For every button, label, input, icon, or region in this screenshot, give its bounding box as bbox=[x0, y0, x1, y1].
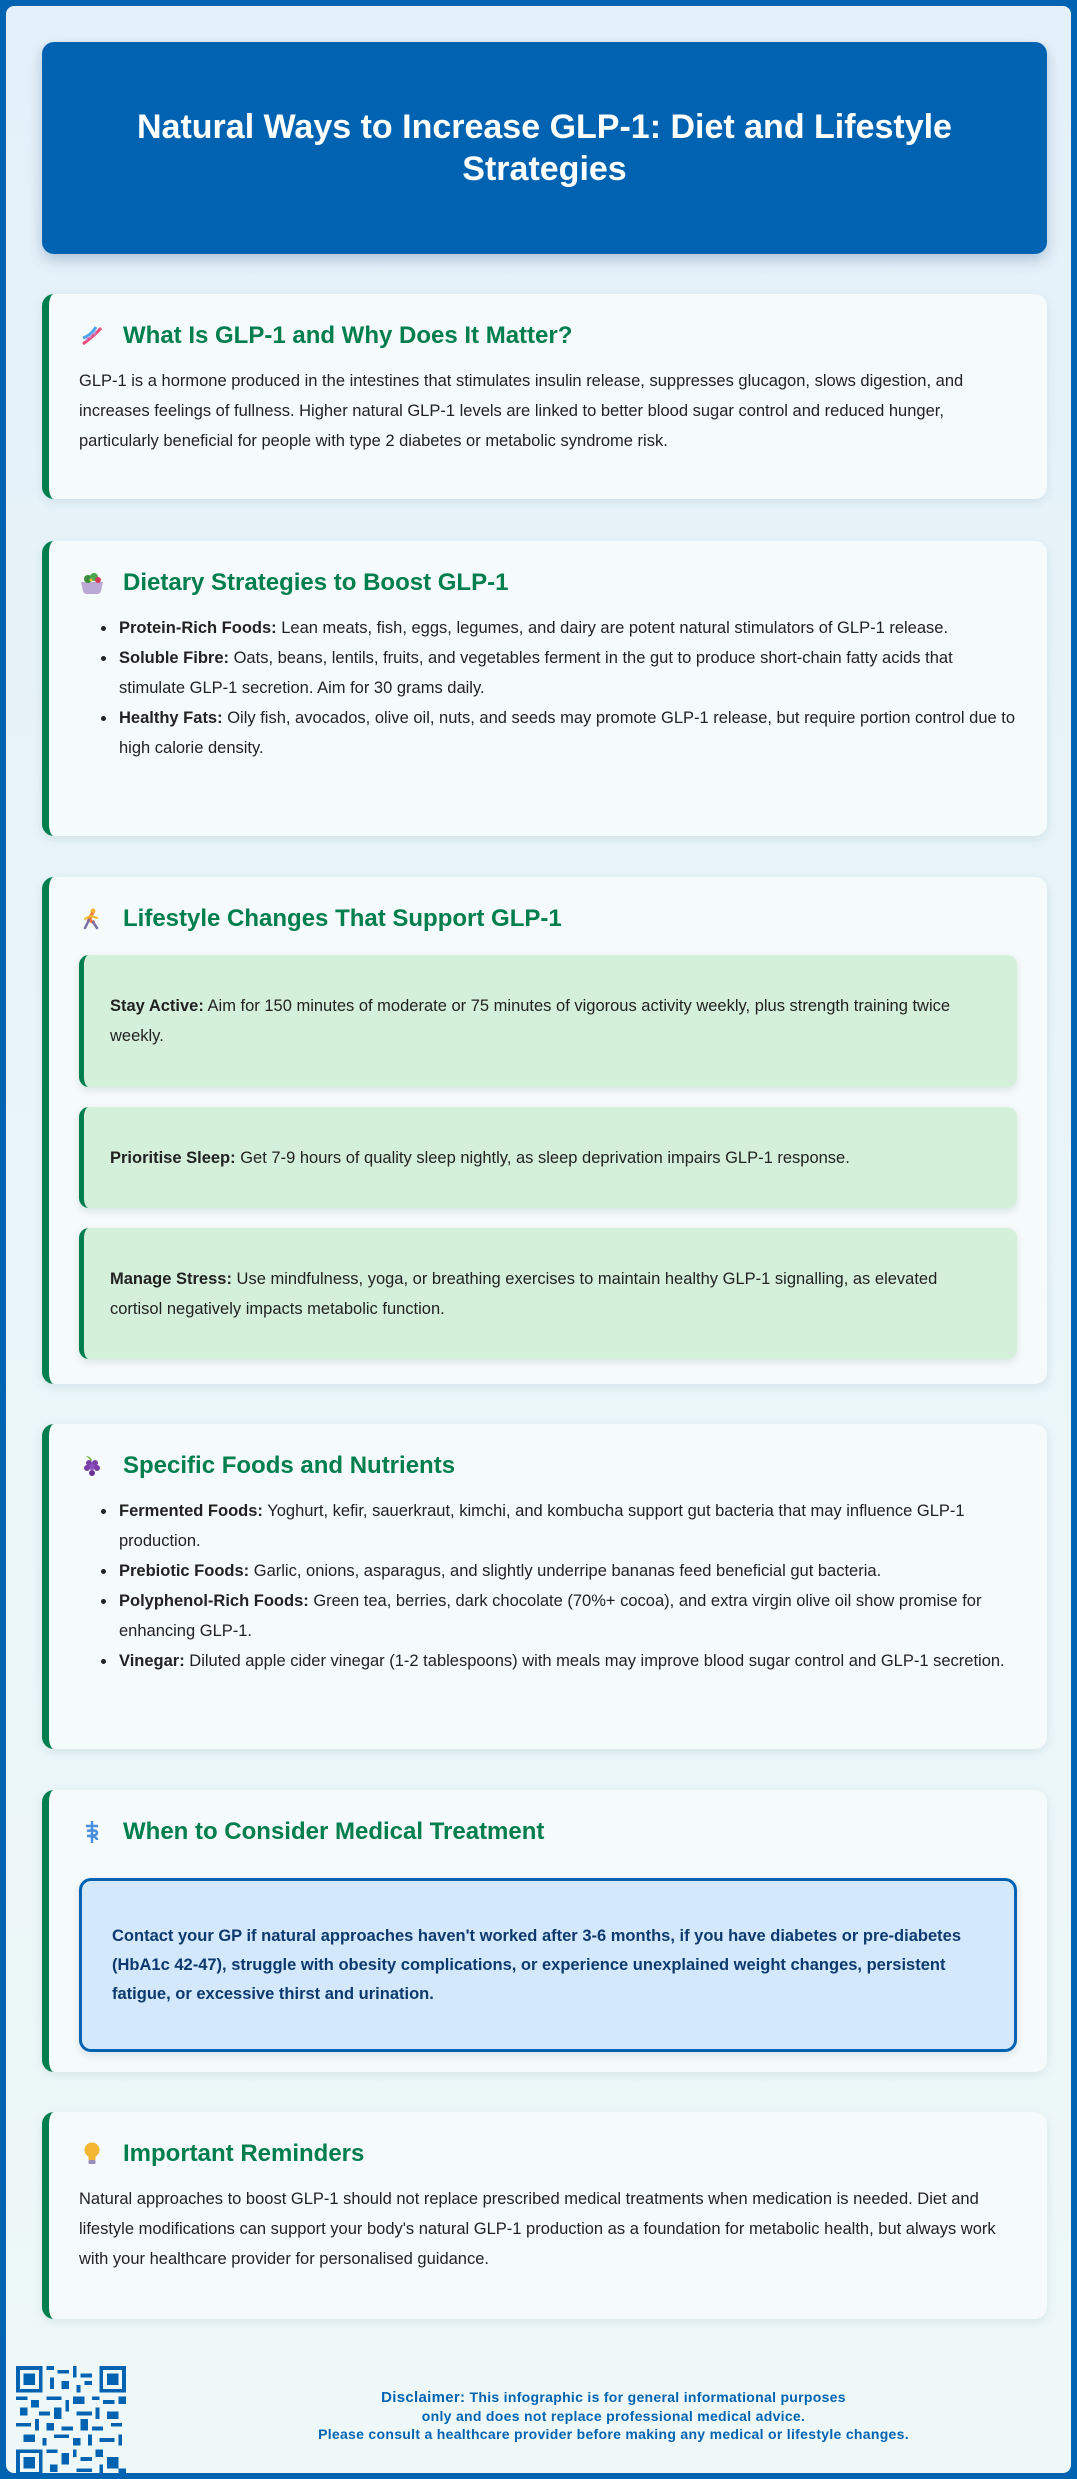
section-title: Lifestyle Changes That Support GLP-1 bbox=[123, 905, 562, 932]
section-lifestyle-changes bbox=[42, 877, 1047, 1384]
item-text: Aim for 150 minutes of moderate or 75 minutes of vigorous activity weekly, plus strength training twice weekly. bbox=[110, 997, 951, 1045]
item-text: Use mindfulness, yoga, or breathing exercises to maintain healthy GLP-1 signalling, as elevated cortisol negatively impacts metabolic function. bbox=[110, 1269, 938, 1318]
list-item bbox=[99, 1556, 1017, 1586]
section-title: What Is GLP-1 and Why Does It Matter? bbox=[123, 322, 573, 349]
dietary-list bbox=[79, 613, 1017, 763]
list-item bbox=[99, 1646, 1017, 1676]
item-text: Oats, beans, lentils, fruits, and vegetables ferment in the gut to produce short-chain fatty acids that stimulate GLP-1 secretion. Aim for 30 grams daily. bbox=[119, 649, 953, 697]
section-header bbox=[79, 1816, 1017, 1848]
foods-list bbox=[79, 1496, 1017, 1676]
disclaimer-text: This infographic is for general informational purposes bbox=[465, 2389, 846, 2405]
callout-text: Contact your GP if natural approaches haven't worked after 3-6 months, if you have diabetes or pre-diabetes (HbA1c 42-47), struggle with obesity complications, or experience unexplained weight changes, persistent fatigue, or excessive thirst and urination. bbox=[112, 1926, 961, 2003]
page-title: Natural Ways to Increase GLP-1: Diet and Lifestyle Strategies bbox=[137, 108, 952, 188]
disclaimer-text: Please consult a healthcare provider before making any medical or lifestyle changes. bbox=[318, 2426, 909, 2442]
section-title: Important Reminders bbox=[123, 2140, 365, 2167]
section-title: Dietary Strategies to Boost GLP-1 bbox=[123, 569, 509, 596]
lifestyle-card-sleep bbox=[79, 1107, 1017, 1208]
list-item bbox=[99, 613, 1017, 643]
section-header bbox=[79, 567, 1017, 599]
item-label: Prioritise Sleep: bbox=[110, 1148, 236, 1167]
section-header bbox=[79, 1450, 1017, 1482]
medical-caduceus-icon bbox=[79, 1819, 105, 1845]
section-specific-foods bbox=[42, 1424, 1047, 1749]
section-header bbox=[79, 320, 1017, 352]
item-label: Soluble Fibre: bbox=[119, 649, 230, 667]
section-what-is-glp1 bbox=[42, 294, 1047, 499]
item-text: Green tea, berries, dark chocolate (70%+ cocoa), and extra virgin olive oil show promise for enhancing GLP-1. bbox=[119, 1592, 982, 1640]
section-dietary-strategies bbox=[42, 541, 1047, 836]
disclaimer-label: Disclaimer: bbox=[381, 2389, 466, 2406]
section-header bbox=[79, 2138, 1017, 2170]
item-text: Yoghurt, kefir, sauerkraut, kimchi, and kombucha support gut bacteria that may influence GLP-1 production. bbox=[119, 1502, 965, 1550]
section-text: Natural approaches to boost GLP-1 should not replace prescribed medical treatments when medication is needed. Diet and lifestyle modifications can support your body's natural GLP-1 production as a foundation for metabolic health, but always work with your healthcare provider for personalised guidance. bbox=[79, 2190, 996, 2268]
disclaimer-text: only and does not replace professional medical advice. bbox=[421, 2408, 806, 2424]
item-label: Stay Active: bbox=[110, 997, 204, 1015]
item-text: Oily fish, avocados, olive oil, nuts, and seeds may promote GLP-1 release, but require portion control due to high calorie density. bbox=[119, 709, 1016, 757]
qr-code-icon[interactable] bbox=[16, 2366, 126, 2476]
item-label: Protein-Rich Foods: bbox=[119, 619, 277, 637]
item-text: Lean meats, fish, eggs, legumes, and dairy are potent natural stimulators of GLP-1 release. bbox=[276, 619, 949, 637]
grapes-icon bbox=[79, 1453, 105, 1479]
item-label: Prebiotic Foods: bbox=[119, 1562, 250, 1580]
lifestyle-card-stress bbox=[79, 1228, 1017, 1359]
runner-icon bbox=[79, 906, 105, 932]
footer bbox=[6, 2356, 1071, 2473]
section-medical-treatment bbox=[42, 1790, 1047, 2072]
item-label: Vinegar: bbox=[119, 1652, 185, 1670]
header-banner bbox=[42, 42, 1047, 254]
lifestyle-card-active bbox=[79, 955, 1017, 1087]
item-label: Fermented Foods: bbox=[119, 1502, 263, 1520]
list-item bbox=[99, 643, 1017, 703]
lightbulb-icon bbox=[79, 2141, 105, 2167]
item-label: Healthy Fats: bbox=[119, 709, 223, 727]
section-header bbox=[79, 903, 1017, 935]
section-important-reminders bbox=[42, 2112, 1047, 2319]
dna-icon bbox=[79, 323, 105, 349]
item-text: Garlic, onions, asparagus, and slightly underripe bananas feed beneficial gut bacteria. bbox=[249, 1562, 882, 1580]
item-label: Manage Stress: bbox=[110, 1269, 232, 1288]
section-title: When to Consider Medical Treatment bbox=[123, 1818, 545, 1845]
item-text: Get 7-9 hours of quality sleep nightly, as sleep deprivation impairs GLP-1 response. bbox=[235, 1148, 850, 1167]
salad-icon bbox=[79, 570, 105, 596]
list-item bbox=[99, 703, 1017, 763]
item-label: Polyphenol-Rich Foods: bbox=[119, 1592, 309, 1610]
list-item bbox=[99, 1496, 1017, 1556]
section-text: GLP-1 is a hormone produced in the intestines that stimulates insulin release, suppresses glucagon, slows digestion, and increases feelings of fullness. Higher natural GLP-1 levels are linked to better blood sugar control and reduced hunger, particularly beneficial for people with type 2 diabetes or metabolic syndrome risk. bbox=[79, 372, 964, 450]
list-item bbox=[99, 1586, 1017, 1646]
item-text: Diluted apple cider vinegar (1-2 tablespoons) with meals may improve blood sugar control and GLP-1 secretion. bbox=[184, 1652, 1005, 1670]
section-title: Specific Foods and Nutrients bbox=[123, 1452, 456, 1479]
disclaimer bbox=[156, 2388, 1071, 2443]
medical-callout bbox=[79, 1878, 1017, 2052]
